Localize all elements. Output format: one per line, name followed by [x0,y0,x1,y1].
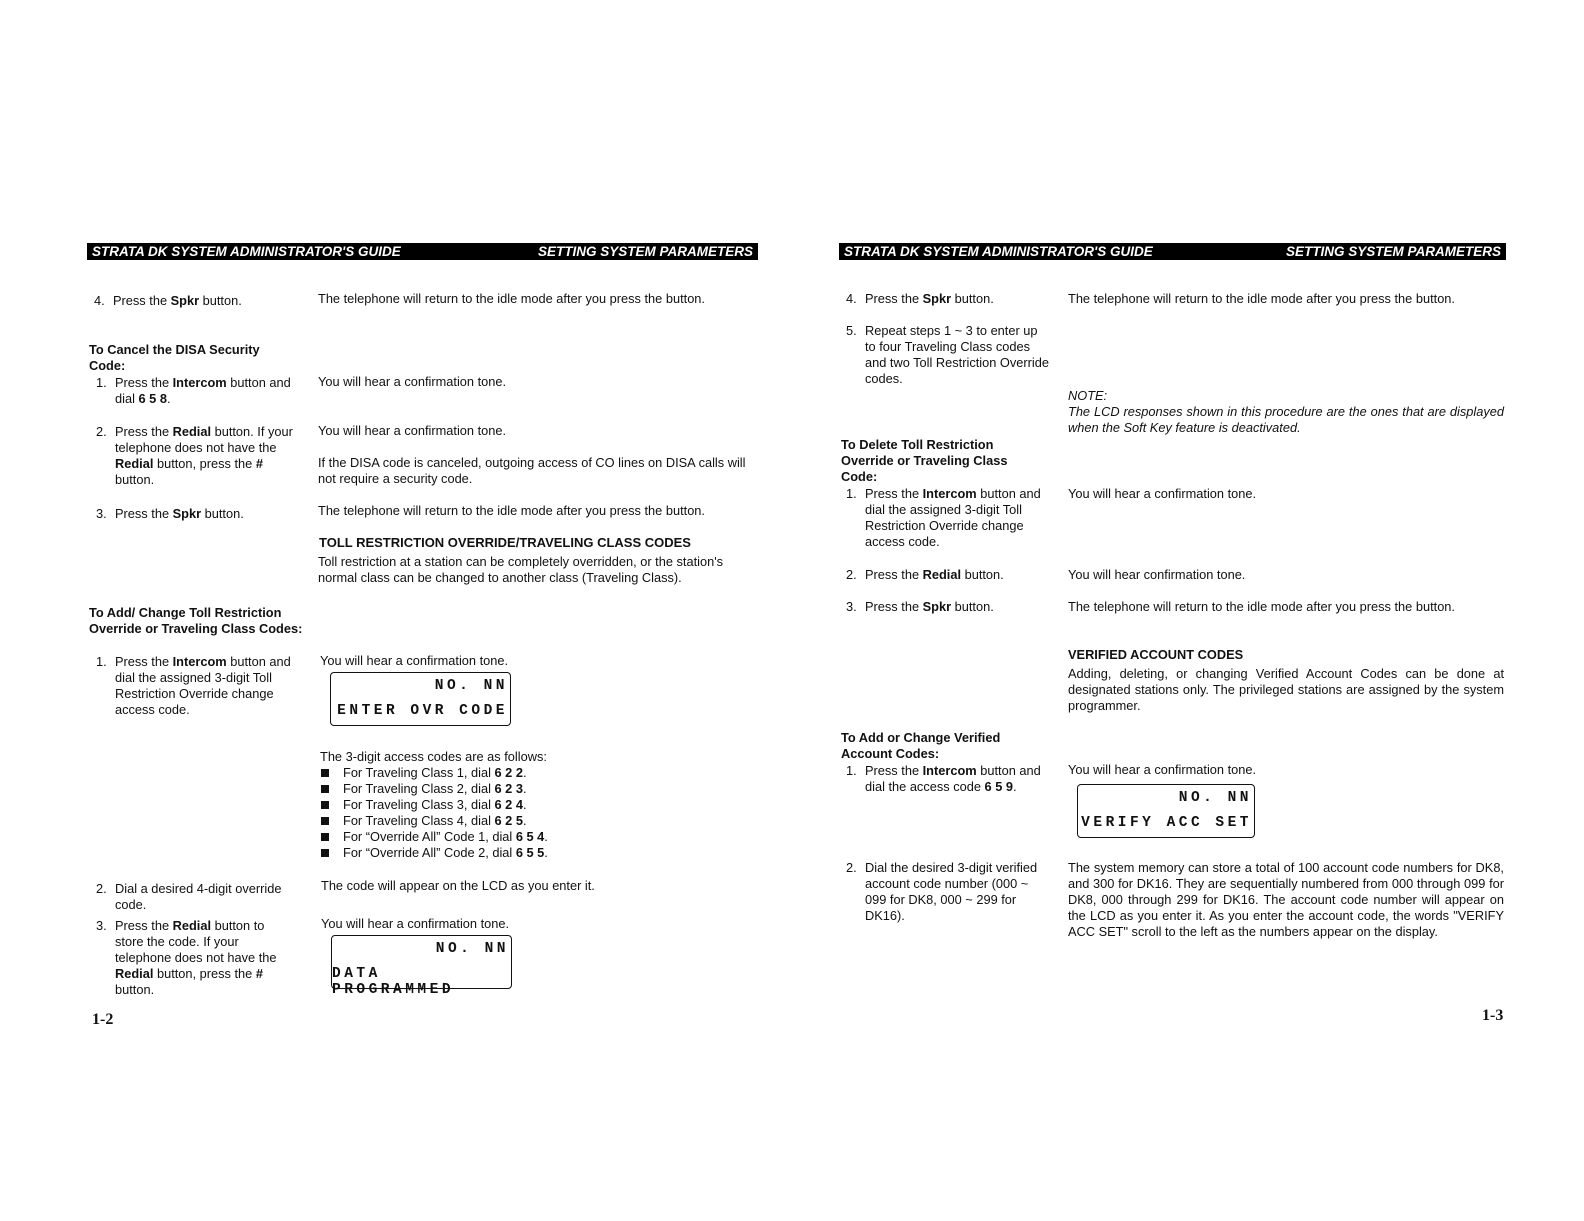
delete-toll-heading: To Delete Toll Restriction Override or Traveling Class Code: [841,437,1008,484]
toll-restriction-heading: TOLL RESTRICTION OVERRIDE/TRAVELING CLASS CODES [319,535,691,550]
right-step-4-response: The telephone will return to the idle mode after you press the button. [1068,291,1455,306]
section-title: SETTING SYSTEM PARAMETERS [1285,244,1501,259]
right-page-number: 1-3 [1482,1007,1504,1024]
section-title: SETTING SYSTEM PARAMETERS [537,244,753,259]
add-step-1-response: You will hear a confirmation tone. [320,653,509,668]
verified-account-codes-heading: VERIFIED ACCOUNT CODES [1068,647,1244,662]
add-toll-heading: To Add/ Change Toll Restriction Override or Traveling Class Codes: [89,605,303,636]
add-verified-heading: To Add or Change Verified Account Codes: [841,730,1001,761]
access-codes-list: For Traveling Class 1, dial 6 2 2. For Traveling Class 2, dial 6 2 3. For Traveling Class 3, dial 6 2 4. For Traveling Class 4, dial 6 2 5. For “Override All” Code 1, dial 6 5 4. For “Override All” Code 2, dial 6 5 5. [321,765,621,865]
left-page-header [87,243,758,260]
delete-step-1-response: You will hear a confirmation tone. [1068,486,1257,501]
guide-title: STRATA DK SYSTEM ADMINISTRATOR'S GUIDE [844,244,1153,259]
note-text: The LCD responses shown in this procedure are the ones that are displayed when the Soft Key feature is deactivated. [1068,404,1504,435]
note-label: NOTE: [1068,388,1108,403]
cancel-step-2-response: You will hear a confirmation tone. [318,423,507,438]
toll-restriction-text: Toll restriction at a station can be completely overridden, or the station's normal class can be changed to another class (Traveling Class). [318,554,724,585]
add-step-2-response: The code will appear on the LCD as you enter it. [321,878,595,893]
access-codes-intro: The 3-digit access codes are as follows: [320,749,547,764]
guide-title: STRATA DK SYSTEM ADMINISTRATOR'S GUIDE [92,244,401,259]
delete-step-2-response: You will hear confirmation tone. [1068,567,1246,582]
verify-step-2-response: The system memory can store a total of 100 account code numbers for DK8, and 300 for DK16. They are sequentially numbered from 000 through 099 for DK8, 000 through 299 for DK16. The account code number will appear on the LCD as you enter it. As you enter the account code, the words "VERIFY ACC SET" scroll to the left as the numbers appear on the display. [1068,860,1504,939]
left-step-4-response: The telephone will return to the idle mode after you press the button. [318,291,705,306]
verified-account-codes-text: Adding, deleting, or changing Verified Account Codes can be done at designated stations only. The privileged stations are assigned by the system programmer. [1068,666,1504,713]
left-page-number: 1-2 [92,1011,114,1028]
delete-step-3-response: The telephone will return to the idle mode after you press the button. [1068,599,1455,614]
cancel-disa-heading: To Cancel the DISA Security Code: [89,342,260,373]
cancel-step-3-response: The telephone will return to the idle mode after you press the button. [318,503,705,518]
lcd-data-programmed: NO. NN DATA PROGRAMMED [331,935,512,989]
verify-step-1-response: You will hear a confirmation tone. [1068,762,1257,777]
lcd-enter-ovr-code: NO. NN ENTER OVR CODE [330,672,511,726]
cancel-step-2-note: If the DISA code is canceled, outgoing access of CO lines on DISA calls will not require a security code. [318,455,746,486]
lcd-verify-acc-set: NO. NN VERIFY ACC SET [1077,784,1255,838]
right-page-header [839,243,1506,260]
cancel-step-1-response: You will hear a confirmation tone. [318,374,507,389]
add-step-3-response: You will hear a confirmation tone. [321,916,510,931]
